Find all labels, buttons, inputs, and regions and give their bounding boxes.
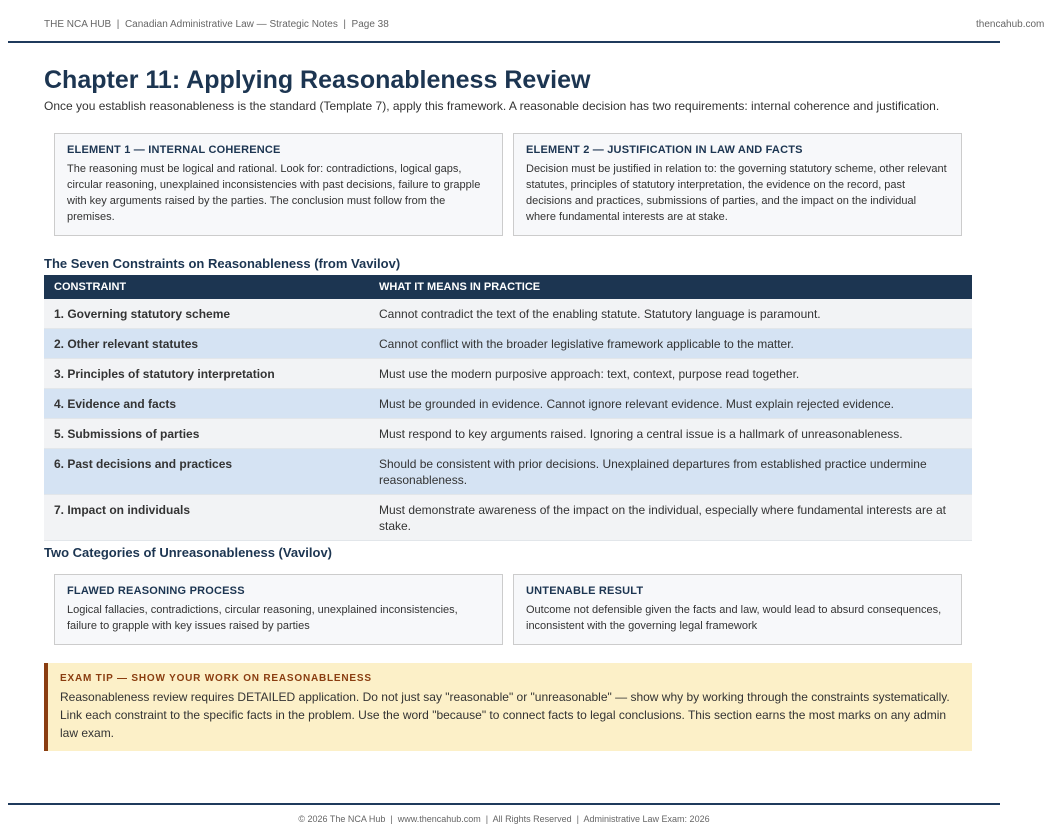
category-2-body: Outcome not defensible given the facts and law, would lead to absurd consequences, inconsistent with the governing legal framework (526, 604, 942, 632)
table-row (44, 329, 972, 359)
category-1-body: Logical fallacies, contradictions, circular reasoning, unexplained inconsistencies, failure to grapple with key issues raised by parties (67, 604, 458, 632)
header-divider (8, 41, 1000, 43)
table-row (44, 495, 972, 541)
column-header-constraint: CONSTRAINT (44, 275, 369, 299)
table-row (44, 299, 972, 329)
element-2-card (513, 133, 962, 236)
constraint-meaning: Must demonstrate awareness of the impact on the individual, especially where fundamental interests are at stake. (369, 495, 972, 541)
page-title: Chapter 11: Applying Reasonableness Review (44, 66, 591, 94)
constraint-meaning: Must be grounded in evidence. Cannot ignore relevant evidence. Must explain rejected evidence. (369, 389, 972, 419)
constraint-name: 3. Principles of statutory interpretation (44, 359, 369, 389)
exam-tip-callout (44, 663, 972, 751)
element-1-card (54, 133, 503, 236)
table-row (44, 359, 972, 389)
page-header-text: THE NCA HUB | Canadian Administrative Law — Strategic Notes | Page 38 (44, 19, 389, 30)
constraint-name: 2. Other relevant statutes (44, 329, 369, 359)
page-header-site: thencahub.com (976, 19, 1044, 30)
table-row (44, 449, 972, 495)
element-1-title: ELEMENT 1 — INTERNAL COHERENCE (67, 144, 281, 156)
constraint-name: 5. Submissions of parties (44, 419, 369, 449)
categories-section-title: Two Categories of Unreasonableness (Vavilov) (44, 545, 333, 560)
element-1-body: The reasoning must be logical and rational. Look for: contradictions, logical gaps, circular reasoning, unexplained inconsistencies with past decisions, failure to grapple with key arguments raised by the parties. The conclusion must follow from the premises. (67, 163, 481, 223)
constraints-section-title: The Seven Constraints on Reasonableness (from Vavilov) (44, 256, 401, 271)
table-header-row (44, 275, 972, 299)
constraint-meaning: Should be consistent with prior decisions. Unexplained departures from established practice undermine reasonableness. (369, 449, 972, 495)
exam-tip-body: Reasonableness review requires DETAILED application. Do not just say "reasonable" or "unreasonable" — show why by working through the constraints systematically. Link each constraint to the specific facts in the problem. Use the word "because" to connect facts to legal conclusions. This section earns the most marks on any admin law exam. (60, 690, 950, 740)
chapter-intro: Once you establish reasonableness is the standard (Template 7), apply this framework. A reasonable decision has two requirements: internal coherence and justification. (44, 99, 940, 113)
table-row (44, 389, 972, 419)
footer-divider (8, 803, 1000, 805)
category-2-title: UNTENABLE RESULT (526, 585, 644, 597)
table-row (44, 419, 972, 449)
constraint-name: 4. Evidence and facts (44, 389, 369, 419)
page-footer: © 2026 The NCA Hub | www.thencahub.com | All Rights Reserved | Administrative Law Exam: 2026 (298, 814, 710, 824)
constraint-name: 7. Impact on individuals (44, 495, 369, 541)
category-1-title: FLAWED REASONING PROCESS (67, 585, 245, 597)
constraint-name: 1. Governing statutory scheme (44, 299, 369, 329)
constraint-meaning: Must use the modern purposive approach: text, context, purpose read together. (369, 359, 972, 389)
column-header-practice: WHAT IT MEANS IN PRACTICE (369, 275, 972, 299)
element-2-title: ELEMENT 2 — JUSTIFICATION IN LAW AND FACTS (526, 144, 803, 156)
constraint-meaning: Cannot conflict with the broader legislative framework applicable to the matter. (369, 329, 972, 359)
category-flawed-reasoning-card (54, 574, 503, 645)
constraint-meaning: Cannot contradict the text of the enabling statute. Statutory language is paramount. (369, 299, 972, 329)
constraint-meaning: Must respond to key arguments raised. Ignoring a central issue is a hallmark of unreasonableness. (369, 419, 972, 449)
element-2-body: Decision must be justified in relation to: the governing statutory scheme, other relevant statutes, principles of statutory interpretation, the evidence on the record, past decisions and practices, submissions of parties, and the impact on the individual where fundamental interests are at stake. (526, 163, 947, 223)
constraints-table (44, 275, 972, 541)
constraint-name: 6. Past decisions and practices (44, 449, 369, 495)
exam-tip-title: EXAM TIP — SHOW YOUR WORK ON REASONABLENESS (60, 673, 372, 684)
category-untenable-result-card (513, 574, 962, 645)
